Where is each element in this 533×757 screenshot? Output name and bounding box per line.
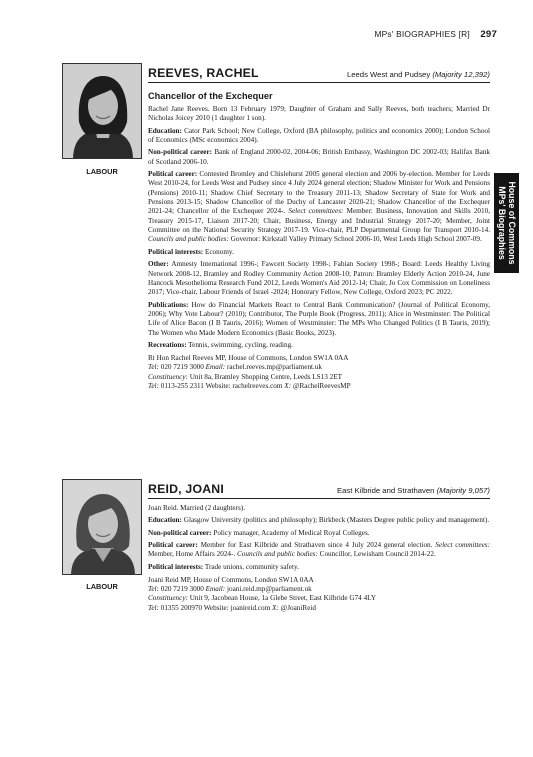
recreations-section — [148, 341, 490, 350]
contact-line — [148, 585, 490, 594]
section-tab-line2: MPs' Biographies — [496, 186, 507, 260]
postal-address: Rt Hon Rachel Reeves MP, House of Commons, London SW1A 0AA — [148, 354, 349, 363]
biography-intro: Rachel Jane Reeves. Born 13 February 1979; Daughter of Graham and Sally Reeves, both teachers; Married Dr Nicholas Joicey 2010 (1 daughter 1 son). — [148, 105, 490, 123]
constituency-name: Leeds West and Pudsey — [346, 70, 431, 79]
select-committees-text: Member: Business, Innovation and Skills 2010, Treasury 2015-17, Liaison 2017-20; Chair, Business, Energy and Industrial Strategy 2017-20; Member, Joint Committee on the National Security Strategy 2017-19. Vice-chair, PLP Departmental Group for Transport 2010-14. — [148, 207, 490, 235]
political-interests-section — [148, 248, 490, 257]
section-label: Education: — [148, 126, 182, 135]
constituency-majority — [347, 70, 490, 79]
website-link[interactable]: rachelreeves.com — [232, 381, 283, 390]
page-number: 297 — [480, 29, 497, 40]
section-label: Other: — [148, 260, 169, 269]
constituency-address-line — [148, 594, 490, 603]
political-career-section — [148, 170, 490, 245]
section-label: Recreations: — [148, 340, 187, 349]
section-label: Political career: — [148, 541, 198, 550]
nonpolitical-career-section — [148, 148, 490, 167]
select-committees-label: Select committees: — [435, 541, 491, 550]
party-label: LABOUR — [86, 582, 118, 591]
party-label: LABOUR — [86, 167, 118, 176]
website-label: Website: — [205, 381, 231, 390]
biography-intro: Joan Reid. Married (2 daughters). — [148, 504, 246, 512]
section-label: Political interests: — [148, 247, 204, 256]
constituency-telephone: 01355 200970 — [160, 603, 203, 612]
constituency-label: Constituency: — [148, 372, 188, 381]
publications-text: How do Financial Markets React to Central Bank Communication? (Journal of Political Economy, 2006); Why Vote Labour? (2010); Contributor, The Purple Book (Progress, 2011); Alice in Westminster: The Political Life of Alice Bacon (I B Tauris, 2016); Women of Westminster: The MPs Who Changed Politics (I B Tauris, 2019); The Women who Made Modern Economics (Basic Books, 2023). — [148, 300, 491, 337]
mp-name: REEVES, RACHEL — [148, 66, 259, 80]
section-tab-line1: House of Commons — [506, 181, 517, 265]
tel-label: Tel: — [148, 603, 159, 612]
section-label: Political career: — [148, 170, 198, 179]
mp-portrait-photo — [62, 63, 142, 159]
name-header — [148, 482, 490, 499]
telephone: 020 7219 3000 — [160, 585, 204, 594]
section-tab — [494, 173, 519, 273]
publications-section — [148, 301, 490, 338]
email-link[interactable]: rachel.reeves.mp@parliament.uk — [227, 363, 323, 372]
political-career-text: Contested Bromley and Chislehurst 2005 general election and 2006 by-election. Member for Leeds West 2010-24, for Leeds West and Pudsey since 4 July 2024 general election; Shadow Minister for Work and Pensions (Pensions) 2010-11; Shadow Chief Secretary to the Treasury 2011-13; Shadow Secretary of State for Work and Pensions 2013-15; Shadow Chancellor of the Duchy of Lancaster 2020-21; Shadow Chancellor of the Exchequer 2021-24; Chancellor of the Exchequer 2024-. — [148, 170, 490, 216]
councils-label: Councils and public bodies: — [237, 550, 318, 559]
councils-text: Governor: Kirkstall Valley Primary School 2006-10, West Leeds High School 2007-09. — [230, 235, 482, 244]
website-label: Website: — [203, 603, 229, 612]
education-text: Glasgow University (politics and philosophy); Birkbeck (Masters Degree public policy and management). — [183, 516, 490, 525]
section-label: Non-political career: — [148, 528, 212, 537]
contact-line — [148, 363, 490, 372]
section-label: Education: — [148, 516, 182, 525]
nonpolitical-career-section — [148, 529, 490, 538]
constituency-contact-line — [148, 382, 490, 391]
political-career-text: Member for East Kilbride and Strathaven since 4 July 2024 general election. — [200, 541, 433, 550]
constituency-name: East Kilbride and Strathaven — [337, 486, 435, 495]
running-head — [374, 29, 497, 40]
contact-block — [148, 576, 490, 613]
education-text: Cator Park School; New College, Oxford (BA philosophy, politics and economics 2000); London School of Economics (MSc economics 2004). — [148, 126, 491, 145]
x-handle-link[interactable]: @RachelReevesMP — [292, 381, 351, 390]
political-career-section — [148, 541, 490, 560]
email-label: Email: — [205, 363, 226, 372]
mp-portrait-photo — [62, 479, 142, 575]
select-committees-label: Select committees: — [288, 207, 344, 216]
tel-label: Tel: — [148, 585, 159, 594]
constituency-address: Unit 8a, Bramley Shopping Centre, Leeds LS13 2ET — [189, 372, 343, 381]
select-committees-text: Member, Home Affairs 2024-. — [148, 550, 236, 559]
tel-label: Tel: — [148, 363, 159, 372]
majority: (Majority 12,392) — [432, 70, 490, 79]
email-label: Email: — [205, 585, 226, 594]
tel-label: Tel: — [148, 381, 159, 390]
political-interests-text: Trade unions, community safety. — [204, 562, 299, 571]
email-link[interactable]: joani.reid.mp@parliament.uk — [227, 585, 312, 594]
section-label: Non-political career: — [148, 148, 213, 157]
councils-text: Councillor, Lewisham Council 2014-22. — [319, 550, 436, 559]
x-label: X: — [284, 381, 292, 390]
mp-entry-reeves — [62, 63, 490, 391]
website-link[interactable]: joanireid.com — [230, 603, 271, 612]
x-label: X: — [272, 603, 279, 612]
majority: (Majority 9,057) — [436, 486, 490, 495]
contact-block — [148, 354, 490, 391]
other-section — [148, 260, 490, 297]
nonpolitical-career-text: Bank of England 2000-02, 2004-06; British Embassy, Washington DC 2002-03; Halifax Bank of Scotland 2006-10. — [148, 148, 491, 166]
other-text: Amnesty International 1996-; Fawcett Society 1998-; Fabian Society 1998-; Board: Leeds Healthy Living Network 2008-12, Bramley and Rodley Community Action 2008-10; Patron: Bramley Elderly Action 2010-24, June Hancock Mesothelioma Research Fund 2012, Leeds Women's Aid 2012-14; Chair, Jo Cox Commission on Loneliness 2017; Vice-chair, Labour Friends of Israel -2024; Honorary Fellow, New College, Oxford 2023; PC 2022. — [148, 260, 490, 297]
ministerial-role: Chancellor of the Exchequer — [148, 91, 273, 101]
recreations-text: Tennis, swimming, cycling, reading. — [188, 340, 293, 349]
postal-address: Joani Reid MP, House of Commons, London SW1A 0AA — [148, 576, 314, 585]
constituency-address-line — [148, 373, 490, 382]
telephone: 020 7219 3000 — [160, 363, 204, 372]
section-label: Political interests: — [148, 562, 204, 571]
constituency-label: Constituency: — [148, 594, 188, 603]
mp-name: REID, JOANI — [148, 482, 224, 496]
education-section — [148, 516, 490, 525]
constituency-contact-line — [148, 604, 490, 613]
councils-label: Councils and public bodies: — [148, 235, 229, 244]
section-label: Publications: — [148, 300, 189, 309]
constituency-majority — [337, 486, 490, 495]
constituency-address: Unit 9, Jacobean House, 1a Glebe Street, East Kilbride G74 4LY — [189, 594, 377, 603]
x-handle-link[interactable]: @JoaniReid — [280, 603, 316, 612]
running-head-title: MPs' BIOGRAPHIES [R] — [374, 29, 470, 39]
education-section — [148, 127, 490, 146]
constituency-telephone: 0113-255 2311 — [160, 381, 204, 390]
political-interests-text: Economy. — [204, 247, 234, 256]
political-interests-section — [148, 563, 490, 572]
name-header — [148, 66, 490, 83]
mp-entry-reid — [62, 479, 490, 613]
nonpolitical-career-text: Policy manager, Academy of Medical Royal Colleges. — [213, 528, 370, 537]
